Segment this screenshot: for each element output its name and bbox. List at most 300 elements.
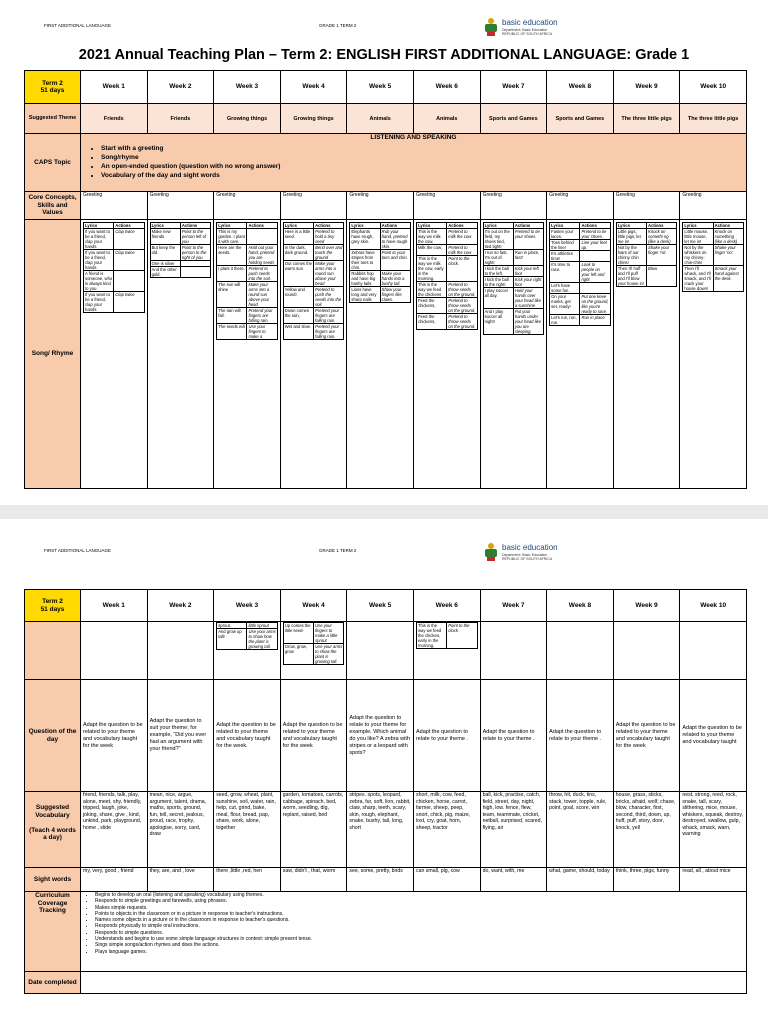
- page-2: [0, 519, 768, 1024]
- song-lyric: In the dark, dark ground.: [283, 245, 313, 261]
- song-line: [217, 245, 278, 266]
- sight-week-7: do, want, with, me: [480, 868, 547, 892]
- song-lyric: Feed the chickens,: [416, 314, 446, 330]
- song-line: [150, 229, 211, 245]
- song-line: [350, 250, 411, 271]
- song-table: [549, 222, 611, 326]
- theme-week-6: Animals: [413, 104, 480, 134]
- song-action: Blow: [647, 266, 677, 287]
- question-week-6: Adapt the question to relate to your theme .: [413, 680, 480, 792]
- song-lyric: Grow, grow, grow: [283, 644, 313, 665]
- date-row: [25, 972, 747, 994]
- song-line: [416, 229, 477, 245]
- week-header-10: Week 10: [680, 71, 747, 104]
- week-header-4: Week 4: [280, 590, 347, 622]
- song-action: Point to the person left of you: [180, 229, 210, 245]
- lyrics-header: Lyrics: [283, 223, 313, 229]
- core-week-3: Greeting: [214, 192, 281, 220]
- actions-header: Actions: [247, 223, 277, 229]
- actions-header: Actions: [713, 223, 743, 229]
- date-completed-cell: [81, 972, 747, 994]
- song-action: Shake your finger 'no'.: [647, 245, 677, 266]
- song-week-5: [347, 220, 414, 489]
- song-line: [483, 288, 544, 309]
- song-action: Make your arms into a round sun above your head: [247, 282, 277, 308]
- vocab-week-2: mean, nice, argue, argument, talent, drama, maths, sports, ground, fun, tell, secret, jealous, proud, race, trophy, apologise, sorry, card, draw: [147, 792, 214, 868]
- date-label: Date completed: [25, 972, 81, 994]
- week-header-1: Week 1: [81, 590, 148, 622]
- week-header-1: Week 1: [81, 71, 148, 104]
- song-lyric: If you want to be a friend, clap your hands: [84, 250, 114, 271]
- week-header-9: Week 9: [613, 71, 680, 104]
- song-lyric: Then I'll huff and I'll puff and I'll blow your house in!: [616, 266, 646, 287]
- song-week-6: [413, 220, 480, 489]
- header-grade-term: GRADE 1 TERM 2: [319, 23, 357, 28]
- dbe-logo: [484, 16, 564, 44]
- lyrics-header: Lyrics: [683, 223, 713, 229]
- song-table: [416, 622, 478, 649]
- song-week-10: [680, 220, 747, 489]
- page-1: [0, 0, 768, 505]
- actions-header: Actions: [180, 223, 210, 229]
- song-label: Song/ Rhyme: [25, 220, 81, 489]
- song-line: [84, 271, 145, 292]
- question-week-10: Adapt the question to be related to your theme and vocabulary taught: [680, 680, 747, 792]
- song-action: Point to your toes and chin.: [380, 250, 410, 271]
- song-action: Pretend your fingers are falling rain.: [314, 308, 344, 324]
- song-line: [616, 229, 677, 245]
- song-line: [616, 266, 677, 287]
- song-line: [84, 229, 145, 250]
- theme-week-4: Growing things: [280, 104, 347, 134]
- song-week-7: [480, 220, 547, 489]
- week-header-4: Week 4: [280, 71, 347, 104]
- plan-table-page-2: [24, 589, 747, 994]
- song-week-8: [547, 220, 614, 489]
- song-action: Pretend to tie your shoes.: [580, 229, 610, 240]
- song-lyric: Let's have some fun.: [550, 283, 580, 294]
- week-header-5: Week 5: [347, 71, 414, 104]
- song-lyric: I'm out on the field, my shoes tied, tied tight!: [483, 229, 513, 250]
- song-lyric: Elephants have rough, grey skin.: [350, 229, 380, 250]
- song-action: Run in place, fast!: [513, 250, 543, 266]
- vocab-week-3: seed, grow, wheat, plant, sunshine, soil, water, rain, help, cut, grind, bake, meal, flour, bread, pap, share, work, alone, together: [214, 792, 281, 868]
- song-line: [483, 277, 544, 288]
- weeks-row: [25, 71, 747, 104]
- coat-of-arms-icon: [484, 543, 498, 561]
- question-week-5: Adapt the question to relate to your theme for example. Which animal do you like? A zebra with stripes or a leopard with spots?: [347, 680, 414, 792]
- song-action: Pretend to throw seeds on the ground.: [448, 314, 476, 329]
- song-line: [416, 314, 477, 330]
- song-action: Pretend to hold a tiny seed: [314, 229, 344, 245]
- term-label: Term 2 51 days: [25, 71, 81, 104]
- song-line: [483, 309, 544, 335]
- caps-row: [25, 134, 747, 192]
- song-lyric: It's athletics time!: [550, 251, 580, 262]
- song-cont-week-3: [214, 622, 281, 680]
- song-action: Bend over and touch the ground: [315, 245, 343, 260]
- song-action: [180, 267, 210, 278]
- song-action: [580, 251, 610, 262]
- sight-week-3: there ,little ,red, hen: [214, 868, 281, 892]
- core-week-1: Greeting: [81, 192, 148, 220]
- vocab-week-6: short, milk, cow, feed, chicken, horse, carrot, farmer, sheep, peep, snort, chick, pig, maize, lost, cry, goat, horn, sheep, tractor: [413, 792, 480, 868]
- song-lyric: But keep the old.: [150, 245, 180, 261]
- song-action: Hold out your hand, pretend you are holding seeds: [247, 245, 277, 266]
- coverage-item: • Points to objects in the classroom or in a picture in response to teacher's instructions.: [95, 911, 744, 917]
- lyrics-header: Lyrics: [150, 223, 180, 229]
- week-header-10: Week 10: [680, 590, 747, 622]
- song-lyric: Toes behind the line!: [550, 240, 580, 251]
- coverage-row: [25, 892, 747, 972]
- song-line: [550, 262, 611, 283]
- caps-item: • Song/rhyme: [101, 153, 744, 162]
- question-week-8: Adapt the question to relate to your theme .: [547, 680, 614, 792]
- coverage-item: • Makes simple requests.: [95, 905, 744, 911]
- song-line: [217, 266, 278, 282]
- song-lyric: On your marks, get set, ready!: [550, 294, 580, 315]
- theme-week-8: Sports and Games: [547, 104, 614, 134]
- week-header-8: Week 8: [547, 71, 614, 104]
- coverage-item: • Sings simple songs/action rhymes and does the actions.: [95, 942, 744, 948]
- song-row: [25, 220, 747, 489]
- song-lyric: I plant it there.: [217, 266, 247, 282]
- song-action: Run in place: [580, 315, 610, 326]
- song-action: Hold your hands over your head like a sunshine: [513, 288, 543, 309]
- page-header-2: [44, 545, 744, 571]
- song-line: [416, 256, 477, 282]
- song-table: [483, 222, 545, 335]
- logo-subtitle: Department: Basic Education REPUBLIC OF SOUTH AFRICA: [502, 28, 553, 36]
- song-line: [283, 245, 344, 261]
- core-label: Core Concepts, Skills and Values: [25, 192, 81, 220]
- vocab-week-9: house, grass, sticks, bricks, afraid, wolf, chase, blow, character, first, second, third, down, up, huff, puff, story, door, knock, yell: [613, 792, 680, 868]
- actions-header: Actions: [647, 223, 677, 229]
- song-line: [550, 240, 611, 251]
- caps-topic: [81, 134, 747, 192]
- sight-week-8: what, game, should, today: [547, 868, 614, 892]
- question-label: Question of the day: [25, 680, 81, 792]
- week-header-9: Week 9: [613, 590, 680, 622]
- sight-label: Sight words: [25, 868, 81, 892]
- song-action: Pretend to milk the cow: [447, 245, 477, 256]
- theme-week-3: Growing things: [214, 104, 281, 134]
- song-lyric: Down comes the rain,: [283, 308, 313, 324]
- caps-item: • Vocabulary of the day and sight words: [101, 171, 744, 180]
- week-header-2: Week 2: [147, 590, 214, 622]
- caps-list: [83, 144, 744, 180]
- song-lyric: I run so fast, I'm out of sight!: [483, 250, 513, 266]
- core-week-9: Greeting: [613, 192, 680, 220]
- term-label: Term 2 51 days: [25, 590, 81, 622]
- question-week-7: Adapt the question to relate to your theme .: [480, 680, 547, 792]
- song-line: [683, 245, 744, 266]
- theme-week-5: Animals: [347, 104, 414, 134]
- core-week-6: Greeting: [413, 192, 480, 220]
- week-header-3: Week 3: [214, 71, 281, 104]
- core-week-2: Greeting: [147, 192, 214, 220]
- vocab-week-10: nest, strong, reed, rock, snake, tall, scary, slithering, mice, mouse, whiskers, squeak, destroy, destroyed, swallow, gulp, whack, smack, warn, warning: [680, 792, 747, 868]
- song-line: [217, 282, 278, 308]
- song-week-2: [147, 220, 214, 489]
- song-action: Pretend your fingers are falling rain.: [247, 308, 277, 324]
- song-week-4: [280, 220, 347, 489]
- song-lyric: The sun will shine: [217, 282, 247, 308]
- sight-week-6: can small, pig, cow: [413, 868, 480, 892]
- song-cont-week-1: [81, 622, 148, 680]
- song-line: [416, 245, 477, 256]
- song-action: little sprout: [247, 623, 277, 629]
- vocab-week-4: garden, tomatoes, carrots, cabbage, spinach, bed, worm, seedling, dig, replant, raised, bed: [280, 792, 347, 868]
- song-action: Make your hands into a bushy tail.: [380, 271, 410, 287]
- song-action: Look to people on your left and right: [580, 262, 610, 283]
- coverage-item: • Plays language games.: [95, 949, 744, 955]
- actions-header: Actions: [114, 223, 144, 229]
- song-line: [416, 282, 477, 298]
- song-action: Clap twice: [114, 229, 144, 250]
- weeks-row-2: [25, 590, 747, 622]
- sight-week-9: think, three, pigs, funny: [613, 868, 680, 892]
- song-line: [283, 644, 344, 665]
- plan-table-page-1: [24, 70, 747, 489]
- week-header-7: Week 7: [480, 71, 547, 104]
- lyrics-header: Lyrics: [416, 223, 446, 229]
- song-line: [217, 308, 278, 324]
- song-table: [216, 222, 278, 340]
- song-lyric: Yellow and round!: [283, 287, 313, 308]
- question-week-1: Adapt the question to be related to your theme and vocabulary taught for the week: [81, 680, 148, 792]
- song-line: [483, 250, 544, 266]
- song-cont-week-4: [280, 622, 347, 680]
- song-line: [84, 250, 145, 271]
- song-line: [550, 229, 611, 240]
- core-week-5: Greeting: [347, 192, 414, 220]
- coverage-item: • Responds to simple questions.: [95, 930, 744, 936]
- caps-label: CAPS Topic: [25, 134, 81, 192]
- logo-title: basic education: [502, 543, 558, 552]
- week-header-2: Week 2: [147, 71, 214, 104]
- question-week-3: Adapt the question to be related to your theme and vocabulary taught for the week.: [214, 680, 281, 792]
- song-table: [616, 222, 678, 287]
- song-lyric: Fasten your laces.: [550, 229, 580, 240]
- core-row: [25, 192, 747, 220]
- song-cont-week-10: [680, 622, 747, 680]
- song-action: Knock on somethi ng (like a desk): [647, 229, 677, 245]
- song-action: Pretend to tie your shoes.: [513, 229, 543, 250]
- lyrics-header: Lyrics: [350, 223, 380, 229]
- song-line: [416, 623, 477, 649]
- song-lyric: Little pigs, little pigs, let me in!: [616, 229, 646, 245]
- song-lyric: The rain will fall.: [217, 308, 247, 324]
- song-line: [550, 251, 611, 262]
- song-table: [283, 622, 345, 665]
- song-line: [217, 229, 278, 245]
- song-line: [283, 287, 344, 308]
- song-line: [150, 245, 211, 261]
- caps-item: • An open-ended question (question with no wrong answer): [101, 162, 744, 171]
- song-lyric: Here is a little seed.: [283, 229, 313, 245]
- song-lyric: Here are the seeds.: [217, 245, 247, 266]
- theme-week-2: Friends: [147, 104, 214, 134]
- song-cont-week-9: [613, 622, 680, 680]
- theme-week-7: Sports and Games: [480, 104, 547, 134]
- song-cont-week-7: [480, 622, 547, 680]
- core-week-4: Greeting: [280, 192, 347, 220]
- theme-week-9: The three little pigs: [613, 104, 680, 134]
- vocab-label: Suggested Vocabulary (Teach 4 words a day): [25, 792, 81, 868]
- coverage-item: • Names some objects in a picture or in the classroom in response to teacher's questions.: [95, 917, 744, 923]
- song-action: Clap twice: [114, 292, 144, 313]
- song-line: [550, 315, 611, 326]
- song-line: [283, 229, 344, 245]
- sight-week-5: see, some, pretty, birds: [347, 868, 414, 892]
- song-action: Line your feet up.: [580, 240, 610, 251]
- core-week-10: Greeting: [680, 192, 747, 220]
- song-action: Rub your hand, pretend to have rough skin.: [380, 229, 410, 250]
- week-header-6: Week 6: [413, 71, 480, 104]
- song-line: [217, 629, 278, 650]
- song-action: Kick your right foot: [513, 277, 543, 288]
- song-table: [216, 622, 278, 650]
- song-line: [350, 287, 411, 303]
- song-table: [349, 222, 411, 303]
- week-header-7: Week 7: [480, 590, 547, 622]
- song-lyric: A friend is someone, who is always kind to you: [85, 271, 113, 291]
- song-line: [150, 267, 211, 278]
- logo-subtitle: Department: Basic Education REPUBLIC OF SOUTH AFRICA: [502, 553, 553, 561]
- coverage-cell: [81, 892, 747, 972]
- song-lyric: I kick the ball to the right!: [483, 277, 513, 288]
- song-table: [83, 222, 145, 313]
- song-action: Pretend to push the seeds into the soil.: [314, 287, 344, 308]
- song-lyric: Zebras have stripes from their toes to chin.: [350, 250, 380, 271]
- song-week-3: [214, 220, 281, 489]
- song-line: [416, 298, 477, 314]
- song-action: Point to the clock.: [447, 623, 477, 649]
- song-lyric: This is my garden. I plant it with care.: [217, 229, 247, 245]
- song-action: [247, 229, 277, 245]
- theme-row: [25, 104, 747, 134]
- song-action: Put your hands under your head like you are sleeping.: [513, 309, 543, 335]
- coverage-item: • Understands and begins to use some simple language structures in context: simple present tense.: [95, 936, 744, 942]
- song-line: [616, 245, 677, 266]
- song-lyric: Rabbits hop and have big bushy tails.: [350, 271, 380, 287]
- week-header-6: Week 6: [413, 590, 480, 622]
- actions-header: Actions: [314, 223, 344, 229]
- song-table: [416, 222, 478, 330]
- header-grade-term: GRADE 1 TERM 2: [319, 548, 357, 553]
- coverage-item: • Responds physically to simple oral instructions.: [95, 923, 744, 929]
- song-cont-week-6: [413, 622, 480, 680]
- theme-week-1: Friends: [81, 104, 148, 134]
- header-subject: FIRST ADDITIONAL LANGUAGE: [44, 548, 112, 553]
- caps-item: • Start with a greeting: [101, 144, 744, 153]
- song-lyric: Little mouse, little mouse, let me in!: [683, 229, 713, 245]
- vocab-week-8: throw, hit, duck, tins, stack, tower, topple, rule, point, goal, score, win: [547, 792, 614, 868]
- song-line: [283, 324, 344, 340]
- song-lyric: One is silver: [150, 261, 180, 267]
- song-line: [350, 271, 411, 287]
- coverage-item: • Responds to simple greetings and farewells, using phrases.: [95, 898, 744, 904]
- song-line: [483, 229, 544, 250]
- lyrics-header: Lyrics: [550, 223, 580, 229]
- song-week-1: [81, 220, 148, 489]
- song-action: Point to the clock.: [447, 256, 477, 282]
- vocab-row: [25, 792, 747, 868]
- actions-header: Actions: [513, 223, 543, 229]
- song-lyric: Up comes the little seed-: [283, 623, 313, 644]
- week-header-5: Week 5: [347, 590, 414, 622]
- week-header-3: Week 3: [214, 590, 281, 622]
- song-lyric: Make new friends: [150, 229, 180, 245]
- sight-week-4: saw, didn't , that, worm: [280, 868, 347, 892]
- song-action: Show your fingers like claws.: [380, 287, 410, 303]
- lyrics-header: Lyrics: [616, 223, 646, 229]
- caps-heading: LISTENING AND SPEAKING: [370, 134, 457, 141]
- sight-week-2: they, are, and , love: [147, 868, 214, 892]
- vocab-week-7: ball, kick, practise, catch, field, street, day, night, high, low. fence, flew, team, teammate, cricket, netball, surprised, scared, flying, air: [480, 792, 547, 868]
- coverage-list: [83, 892, 744, 955]
- song-cont-week-8: [547, 622, 614, 680]
- dbe-logo: [484, 541, 564, 569]
- page-gap: [0, 505, 768, 519]
- song-lyric: I play soccer all day.: [483, 288, 513, 309]
- vocab-week-1: friend, friends, talk, play, alone, meet, shy, friendly, tripped, laugh, joke, joking, share, give , kind, unkind, park, playground, home , slide: [81, 792, 148, 868]
- song-lyric: Not by the whiskers on my chinny-chin-chin!: [683, 245, 713, 266]
- lyrics-header: Lyrics: [217, 223, 247, 229]
- song-cont-week-2: [147, 622, 214, 680]
- song-lyric: It's time to race.: [550, 262, 580, 283]
- logo-title: basic education: [502, 18, 558, 27]
- song-table: [283, 222, 345, 340]
- song-action: Pretend to throw seeds on the ground.: [448, 282, 476, 297]
- song-table: [150, 222, 212, 278]
- question-week-9: Adapt the question to be related to your theme and vocabulary taught for the week: [613, 680, 680, 792]
- song-line: [283, 623, 344, 644]
- song-lyric: sprout.: [217, 623, 247, 629]
- week-header-8: Week 8: [547, 590, 614, 622]
- actions-header: Actions: [447, 223, 477, 229]
- song-line: [283, 308, 344, 324]
- song-lyric: Then I'll whack, and I'll smack, and I'll crack your house down!: [683, 266, 713, 292]
- song-lyric: Milk the cow,: [416, 245, 446, 256]
- song-line: [683, 266, 744, 292]
- song-line: [683, 229, 744, 245]
- song-line: [550, 283, 611, 294]
- song-lyric: Not by the hairs of our chinny chin chins!: [616, 245, 646, 266]
- lyrics-header: Lyrics: [84, 223, 114, 229]
- song-lyric: Lions have long and very sharp nails: [350, 287, 380, 303]
- page-header: [44, 20, 744, 46]
- song-action: Make your arms into a round sun above your head: [314, 261, 344, 287]
- song-action: Use your fingers to make a little sprout: [314, 623, 344, 644]
- song-cont-label: [25, 622, 81, 680]
- song-lyric: If you want to be a friend, clap your hands: [84, 292, 114, 313]
- theme-week-10: The three little pigs: [680, 104, 747, 134]
- song-line: [350, 229, 411, 250]
- song-action: [580, 283, 610, 294]
- song-lyric: Wet and slow.: [283, 324, 313, 340]
- header-subject: FIRST ADDITIONAL LANGUAGE: [44, 23, 112, 28]
- song-action: Pretend your fingers are falling rain.: [314, 324, 344, 340]
- song-action: Smack your hand against the desk.: [713, 266, 743, 292]
- actions-header: Actions: [580, 223, 610, 229]
- song-table: [682, 222, 744, 292]
- song-action: Pretend to push seeds into the soil.: [247, 266, 277, 282]
- song-line: [483, 266, 544, 277]
- song-lyric: And grow up tall!: [217, 629, 247, 650]
- song-lyric: This is the way we milk the cow, early in the morning.: [416, 256, 446, 282]
